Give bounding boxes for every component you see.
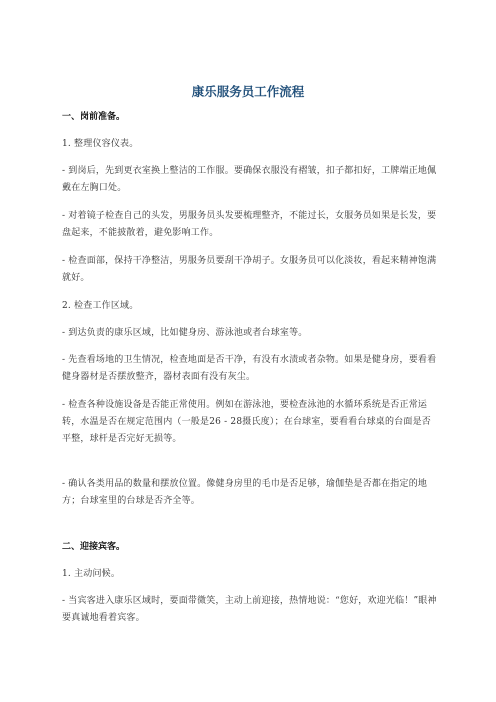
document-title: 康乐服务员工作流程: [191, 84, 305, 99]
subheading-greeting: 1. 主动问候。: [62, 569, 121, 579]
paragraph-supplies: - 确认各类用品的数量和摆放位置。像健身房里的毛巾是否足够，瑜伽垫是否都在指定的地方；台球室里的台球是否齐全等。: [62, 479, 428, 506]
paragraph-greet-guest: - 当宾客进入康乐区域时，要面带微笑，主动上前迎接，热情地说：“您好，欢迎光临！”眼神要真诚地看着宾客。: [62, 596, 437, 623]
paragraph-arrive-area: - 到达负责的康乐区域，比如健身房、游泳池或者台球室等。: [62, 328, 308, 338]
section-heading-welcome: 二、迎接宾客。: [62, 542, 126, 552]
section-heading-prep: 一、岗前准备。: [62, 112, 126, 122]
paragraph-face: - 检查面部，保持干净整洁，男服务员要刮干净胡子。女服务员可以化淡妆，看起来精神饱满就好。: [62, 256, 437, 283]
paragraph-uniform: - 到岗后，先到更衣室换上整洁的工作服。要确保衣服没有褶皱，扣子都扣好，工牌端正地佩戴在左胸口处。: [62, 166, 437, 193]
paragraph-equipment: - 检查各种设施设备是否能正常使用。例如在游泳池，要检查泳池的水循环系统是否正常运转，水温是否在规定范围内（一般是26 - 28摄氏度）；在台球室，要看看台球桌的台面是否平整，球杆是否完好无损等。: [62, 400, 431, 444]
subheading-appearance: 1. 整理仪容仪表。: [62, 139, 139, 149]
paragraph-hygiene: - 先查看场地的卫生情况，检查地面是否干净，有没有水渍或者杂物。如果是健身房，要看看健身器材是否摆放整齐，器材表面有没有灰尘。: [62, 355, 437, 382]
subheading-check-area: 2. 检查工作区域。: [62, 301, 139, 311]
paragraph-hair: - 对着镜子检查自己的头发，男服务员头发要梳理整齐，不能过长，女服务员如果是长发，要盘起来，不能披散着，避免影响工作。: [62, 211, 437, 238]
